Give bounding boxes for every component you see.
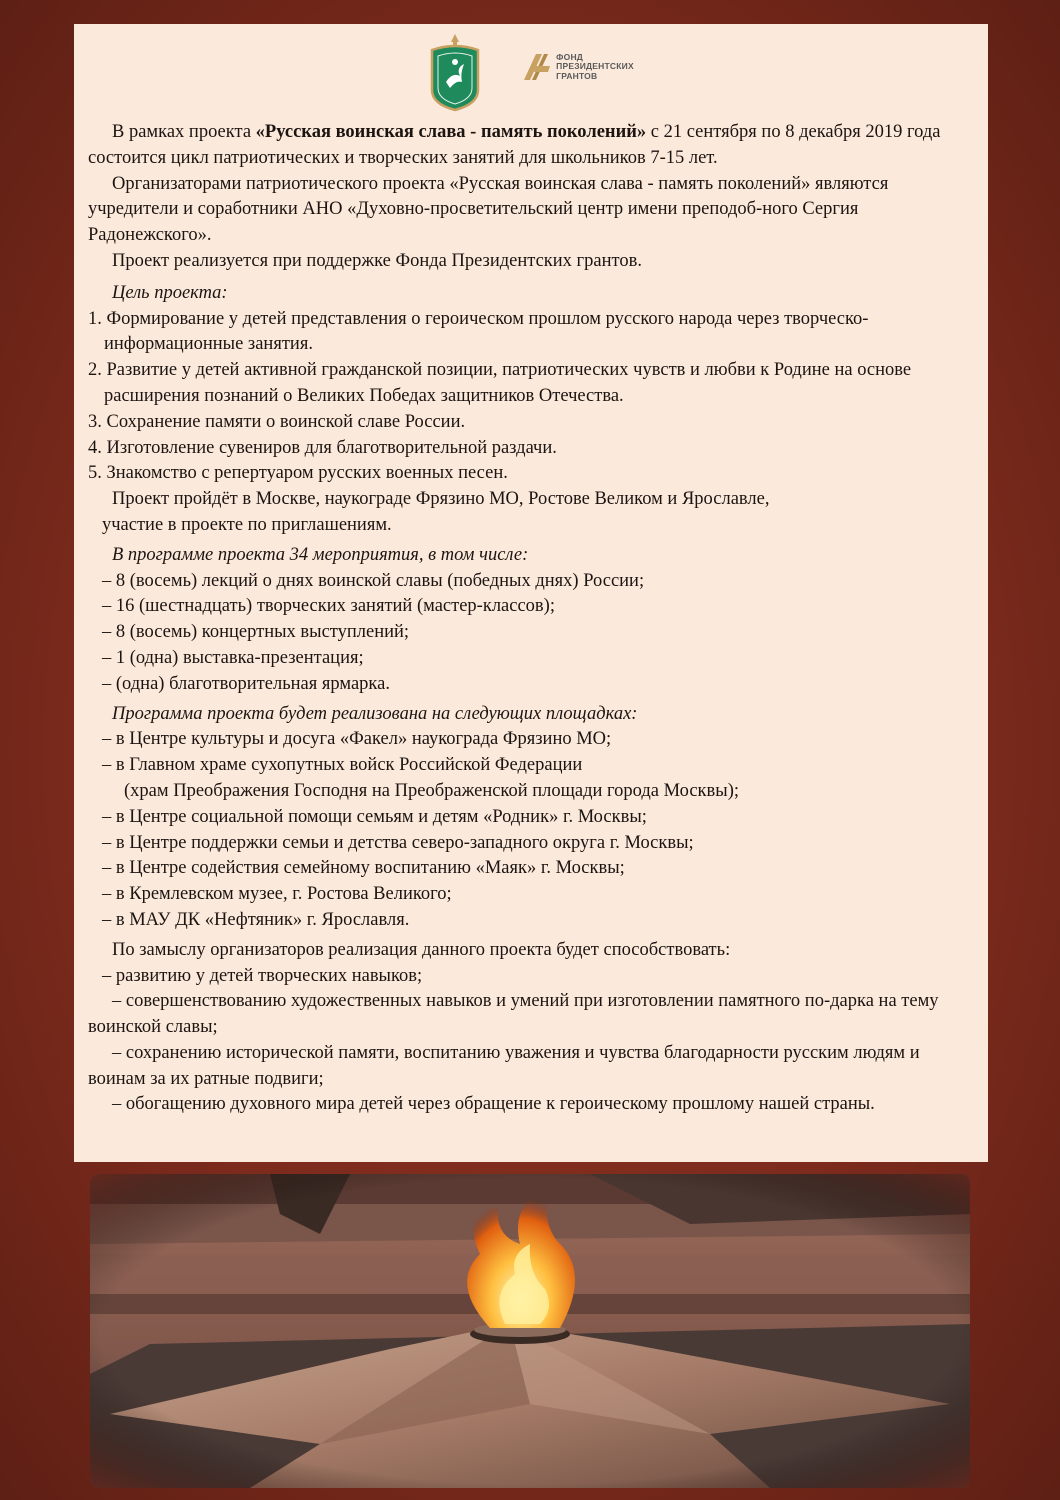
venue-item: – в Главном храме сухопутных войск Российской Федерации xyxy=(102,755,583,776)
venue-item: (храм Преображения Господня на Преображенской площади города Москвы); xyxy=(124,780,739,801)
venue-item: – в Центре культуры и досуга «Факел» наукограда Фрязино МО; xyxy=(102,729,612,750)
sergius-center-emblem xyxy=(426,32,484,112)
fund-name-line: ПРЕЗИДЕНТСКИХ xyxy=(556,61,634,72)
program-item: – 8 (восемь) лекций о днях воинской славы (победных днях) России; xyxy=(102,570,645,591)
program-item: – (одна) благотворительная ярмарка. xyxy=(102,673,390,694)
article-body xyxy=(88,120,972,1118)
outcome-item: – развитию у детей творческих навыков; xyxy=(102,965,423,986)
location-line: Проект пройдёт в Москве, наукограде Фрязино МО, Ростове Великом и Ярославле, xyxy=(112,489,770,510)
intro-paragraph: В рамках проекта «Русская воинская слава - память поколений» с 21 сентября по 8 декабря 2019 года состоится цикл патриотических и творческих занятий для школьников 7-15 лет. xyxy=(88,122,941,168)
venue-item: – в Кремлевском музее, г. Ростова Великого; xyxy=(102,884,452,905)
eternal-flame-photo xyxy=(90,1174,970,1488)
organizers-paragraph: Организаторами патриотического проекта «Русская воинская слава - память поколений» являются учредители и соработники АНО «Духовно-просветительский центр имени преподоб-ного Сергия Радонежского». xyxy=(88,173,889,246)
goals-heading: Цель проекта: xyxy=(112,282,228,303)
goal-item: 3. Сохранение памяти о воинской славе России. xyxy=(88,411,466,432)
goal-item: 4. Изготовление сувениров для благотворительной раздачи. xyxy=(88,437,557,458)
venue-item: – в Центре содействия семейному воспитанию «Маяк» г. Москвы; xyxy=(102,858,625,879)
fund-name-line: ГРАНТОВ xyxy=(556,70,598,81)
program-heading: В программе проекта 34 мероприятия, в том числе: xyxy=(112,544,529,565)
outcome-item: – сохранению исторической памяти, воспитанию уважения и чувства благодарности русским людям и воинам за их ратные подвиги; xyxy=(88,1042,920,1089)
logo-row xyxy=(88,24,972,120)
program-item: – 8 (восемь) концертных выступлений; xyxy=(102,622,410,643)
goal-item: 2. Развитие у детей активной гражданской позиции, патриотических чувств и любви к Родине на основе расширения познаний о Великих Победах защитников Отечества. xyxy=(88,360,912,406)
venue-item: – в Центре поддержки семьи и детства северо-западного округа г. Москвы; xyxy=(102,832,694,853)
content-panel xyxy=(74,24,988,1162)
fund-mark-icon xyxy=(522,52,550,82)
goal-item: 5. Знакомство с репертуаром русских военных песен. xyxy=(88,463,508,484)
outcomes-heading: По замыслу организаторов реализация данного проекта будет способствовать: xyxy=(112,939,731,960)
fund-name-line: ФОНД xyxy=(556,51,584,62)
venue-item: – в МАУ ДК «Нефтяник» г. Ярославля. xyxy=(102,909,410,930)
location-line: участие в проекте по приглашениям. xyxy=(102,514,392,535)
outcome-item: – совершенствованию художественных навыков и умений при изготовлении памятного по-дарка на тему воинской славы; xyxy=(88,991,939,1038)
presidential-grants-fund-logo xyxy=(522,52,634,82)
venues-heading: Программа проекта будет реализована на следующих площадках: xyxy=(112,703,638,724)
goal-item: 1. Формирование у детей представления о героическом прошлом русского народа через творческо-информационные занятия. xyxy=(88,308,869,355)
program-item: – 16 (шестнадцать) творческих занятий (мастер-классов); xyxy=(102,596,555,617)
eternal-flame-illustration xyxy=(90,1174,970,1488)
support-paragraph: Проект реализуется при поддержке Фонда Президентских грантов. xyxy=(112,250,642,271)
venue-item: – в Центре социальной помощи семьям и детям «Родник» г. Москвы; xyxy=(102,806,647,827)
outcome-item: – обогащению духовного мира детей через обращение к героическому прошлому нашей страны. xyxy=(112,1094,875,1115)
program-item: – 1 (одна) выставка-презентация; xyxy=(102,647,364,668)
project-title: «Русская воинская слава - память поколений» xyxy=(255,122,647,142)
